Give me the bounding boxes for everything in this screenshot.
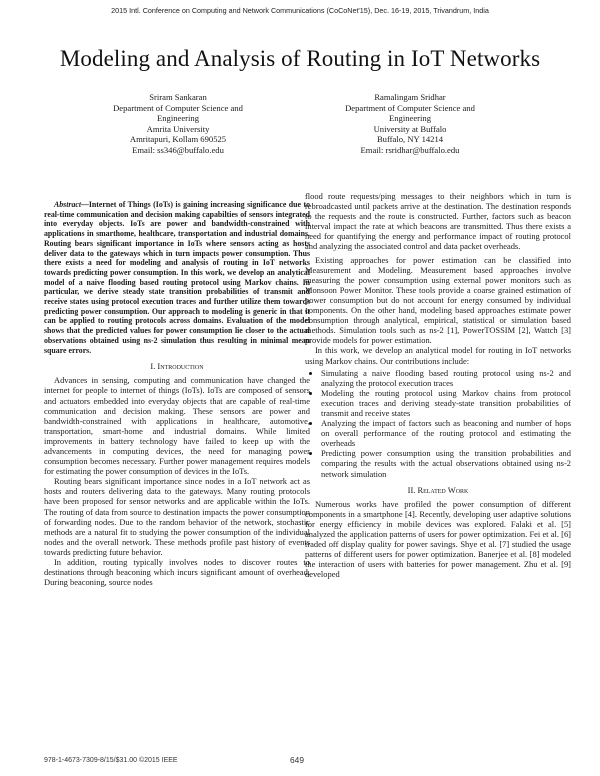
paragraph: Existing approaches for power estimation can be classified into Measurement and Modeling. Measurement based approaches involve measuring the power consumption using external power monitors such as Monsoon Power Monitor. These tools provide a coarse grained estimation of power consumption but do not account for energy consumed by individual components. On the other hand, modeling based approaches estimate power consumption through analytical, empirical, statistical or simulation based methods. Simulation tools such as ns-2 [1], PowerTOSSIM [2], Wattch [3] provide models for power estimation. bbox=[305, 254, 571, 346]
author-department-cont: Engineering bbox=[157, 113, 199, 124]
contributions-list bbox=[305, 368, 571, 479]
author-email: Email: rsridhar@buffalo.edu bbox=[360, 144, 460, 155]
author-email: Email: ss346@buffalo.edu bbox=[132, 144, 224, 155]
abstract bbox=[44, 200, 310, 355]
list-item: • Modeling the routing protocol using Markov chains from protocol execution traces and deriving steady-state transition probabilities of transmit and receive states bbox=[321, 388, 571, 418]
paragraph: flood route requests/ping messages to their neighbors which in turn is rebroadcasted until packets arrive at the destination. The destination responds to the requests and the route is constructed. Further, factors such as beacon interval impact the rate at which beacons are transmitted. Thus there exists a need for quantifying the energy and performance impact of routing protocol and analyzing the associated control and data packet overheads. bbox=[305, 191, 571, 252]
author-department-cont: Engineering bbox=[389, 113, 431, 124]
section-heading-introduction: I. Introduction bbox=[150, 361, 204, 372]
left-column bbox=[44, 200, 310, 587]
list-item: • Predicting power consumption using the transition probabilities and comparing the results with the actual observations obtained using ns-2 network simulation bbox=[321, 448, 571, 478]
author-block-1 bbox=[68, 92, 288, 156]
author-affiliation: University at Buffalo bbox=[373, 123, 447, 134]
author-name: Sriram Sankaran bbox=[149, 92, 207, 102]
copyright-footer: 978-1-4673-7309-8/15/$31.00 ©2015 IEEE bbox=[44, 757, 178, 764]
author-affiliation: Amrita University bbox=[146, 123, 210, 134]
author-department: Department of Computer Science and bbox=[113, 102, 243, 113]
author-name: Ramalingam Sridhar bbox=[374, 92, 446, 102]
page-number: 649 bbox=[290, 755, 304, 765]
list-item: • Simulating a naive flooding based routing protocol using ns-2 and analyzing the protocol execution traces bbox=[321, 368, 571, 388]
paragraph: Routing bears significant importance since nodes in a IoT network act as hosts and routers delivering data to the gateways. Many routing protocols have been proposed for sensor networks and are applicable within the IoTs. The routing of data from source to destination impacts the power consumption of forwarding nodes. Due to the random behavior of the network, stochastic methods are a natural fit to studying the power consumption of the individual nodes and the overall network. These methods profile past history of events towards predicting future behavior. bbox=[44, 476, 310, 557]
author-address: Amritapuri, Kollam 690525 bbox=[129, 134, 227, 145]
paper-title: Modeling and Analysis of Routing in IoT Networks bbox=[59, 46, 541, 71]
right-column bbox=[305, 191, 571, 579]
section-heading-related-work: II. Related Work bbox=[407, 484, 469, 495]
abstract-label: Abstract bbox=[54, 200, 82, 209]
abstract-text: —Internet of Things (IoTs) is gaining increasing significance due to real-time communication and decision making capabilties of sensors integrated into everyday objects. IoTs are power and bandwidth-constrained with applications in smarthome, healthcare, transportation and industrial domains. Routing bears significant importance in IoTs where sensors acting as hosts deliver data to the gateways which in turn impacts power consumption. Thus there exists a need for modeling and analysis of routing in IoT networks towards predicting power consumption. In this work, we develop an analytical model of a naive flooding based routing protocol using Markov chains. In particular, we derive steady state transition probabilities of transmit and receive states using protocol execution traces and further utilize them towards predicting power consumption. Our approach to modeling is generic in that it can be applied to routing protocols across domains. Evaluation of the model shows that the predicted values for power consumption lie closer to the actual observations obtained using ns-2 simulation thus resulting in minimal mean square errors. bbox=[44, 200, 310, 355]
author-department: Department of Computer Science and bbox=[345, 102, 475, 113]
conference-header: 2015 Intl. Conference on Computing and Network Communications (CoCoNet'15), Dec. 16-19, 2015, Trivandrum, India bbox=[111, 6, 489, 15]
author-block-2 bbox=[300, 92, 520, 156]
paragraph: Advances in sensing, computing and communication have changed the internet for people to internet of things (IoTs). IoTs are composed of sensors and actuators embedded into everyday objects that are capable of real-time communication and decision making. These sensors are power and bandwidth-constrained with applications in healthcare, automotive, transportation, smart-home and industrial domains. While limited improvements in battery technology have failed to keep up with the advancements in computing devices, the need for managing power consumption becomes necessary. Further power management requires models for estimating the power consumption of devices in the IoTs. bbox=[44, 375, 310, 477]
list-item: • Analyzing the impact of factors such as beaconing and number of hops on overall performance of the routing protocol and estimating the overheads bbox=[321, 418, 571, 448]
paragraph: In this work, we develop an analytical model for routing in IoT networks using Markov chains. Our contributions include: bbox=[305, 345, 571, 366]
paragraph: Numerous works have profiled the power consumption of different components in a smartphone [4]. Recently, developing user adaptive solutions for energy efficiency in mobile devices was explored. Falaki et al. [5] analyzed the application patterns of users for power optimization. Fei et al. [6] traded off display quality for power savings. Shye et al. [7] studied the usage patterns of different users for power optimization. Banerjee et al. [8] modeled the interaction of users with batteries for power management. Zhu et al. [9] developed bbox=[305, 498, 571, 580]
paragraph: In addition, routing typically involves nodes to discover routes to destinations through beaconing which incurs significant amount of overhead. During beaconing, source nodes bbox=[44, 557, 310, 588]
author-address: Buffalo, NY 14214 bbox=[376, 134, 444, 145]
